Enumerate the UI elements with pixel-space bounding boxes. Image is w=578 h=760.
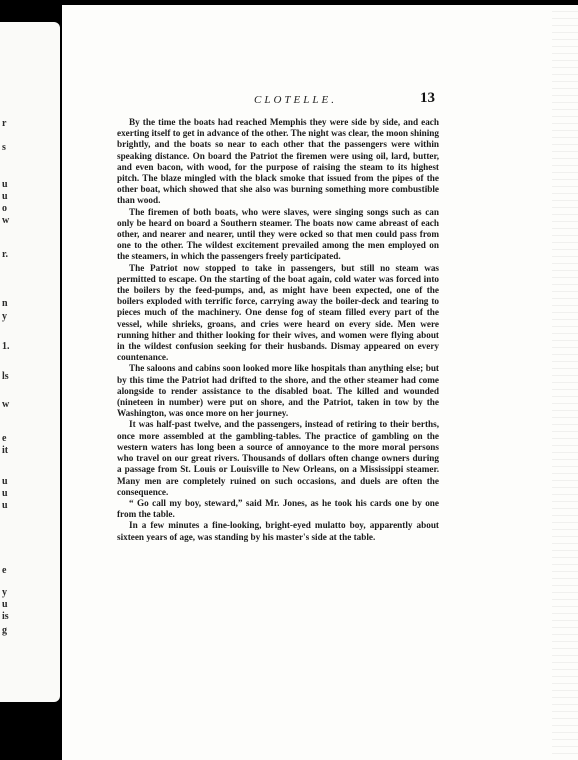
prev-page-fragment: u <box>2 476 8 487</box>
paragraph: It was half-past twelve, and the passengers, instead of retiring to their berths, once more assembled at the gambling-tables. The practice of gambling on the western waters has long been a source of annoyance to the more moral persons who travel on our great rivers. Thousands of dollars often change owners during a passage from St. Louis or Louisville to New Orleans, on a Mississippi steamer. Many men are completely ruined on such occasions, and duels are often the consequence. <box>117 419 439 497</box>
prev-page-fragment: 1. <box>2 341 10 352</box>
paragraph: “ Go call my boy, steward,” said Mr. Jones, as he took his cards one by one from the table. <box>117 497 439 520</box>
prev-page-fragment: r. <box>2 249 9 260</box>
page-edge-shading <box>552 5 578 760</box>
prev-page-fragment: it <box>2 445 9 456</box>
prev-page-fragment: u <box>2 500 8 511</box>
paragraph: The saloons and cabins soon looked more like hospitals than anything else; but by this time the Patriot had drifted to the shore, and the other steamer had come alongside to render assistance to the disabled boat. The killed and wounded (nineteen in number) were put on shore, and the Patriot, taken in tow by the Washington, was once more on her journey. <box>117 363 439 419</box>
prev-page-fragment: u <box>2 488 8 499</box>
prev-page-fragment: r <box>2 118 7 129</box>
prev-page-fragment: s <box>2 142 6 153</box>
body-text <box>117 117 439 543</box>
prev-page-fragment: is <box>2 611 9 622</box>
book-page <box>62 5 578 760</box>
prev-page-fragment: u <box>2 191 8 202</box>
prev-page-fragment: u <box>2 599 8 610</box>
prev-page-fragment: w <box>2 215 10 226</box>
paragraph: The firemen of both boats, who were slaves, were singing songs such as can only be heard on board a Southern steamer. The boats now came abreast of each other, and nearer and nearer, until they were ocked so that men could pass from one to the other. The wildest excitement prevailed among the men employed on the steamers, in which the passengers freely participated. <box>117 206 439 262</box>
paragraph: The Patriot now stopped to take in passengers, but still no steam was permitted to escape. On the starting of the boat again, cold water was forced into the boilers by the feed-pumps, and, as might have been expected, one of the boilers exploded with terrific force, carrying away the boiler-deck and tearing to pieces much of the machinery. One dense fog of steam filled every part of the vessel, while shrieks, groans, and cries were heard on every side. Men were running hither and thither looking for their wives, and women were flying about in the wildest confusion seeking for their husbands. Dismay appeared on every countenance. <box>117 262 439 363</box>
prev-page-fragment: n <box>2 298 8 309</box>
prev-page-fragment: w <box>2 399 10 410</box>
prev-page-fragment: y <box>2 311 7 322</box>
prev-page-fragment: u <box>2 179 8 190</box>
paragraph: In a few minutes a fine-looking, bright-eyed mulatto boy, apparently about sixteen years of age, was standing by his master's side at the table. <box>117 520 439 542</box>
prev-page-fragment: y <box>2 587 7 598</box>
prev-page-fragment: o <box>2 203 7 214</box>
page-header <box>62 90 578 110</box>
running-title: CLOTELLE. <box>254 94 337 106</box>
prev-page-fragment: g <box>2 625 7 636</box>
prev-page-fragment: e <box>2 565 7 576</box>
prev-page-fragment: e <box>2 433 7 444</box>
paragraph: By the time the boats had reached Memphis they were side by side, and each exerting itself to get in advance of the other. The night was clear, the moon shining brightly, and the boats so near to each other that the passengers were within speaking distance. On board the Patriot the firemen were using oil, lard, butter, and even bacon, with wood, for the purpose of raising the steam to its highest pitch. The blaze mingled with the black smoke that issued from the pipes of the other boat, which showed that she also was burning something more combustible than wood. <box>117 117 439 206</box>
page-number: 13 <box>420 90 435 106</box>
prev-page-fragment: ls <box>2 371 9 382</box>
previous-page-edge <box>0 22 60 702</box>
